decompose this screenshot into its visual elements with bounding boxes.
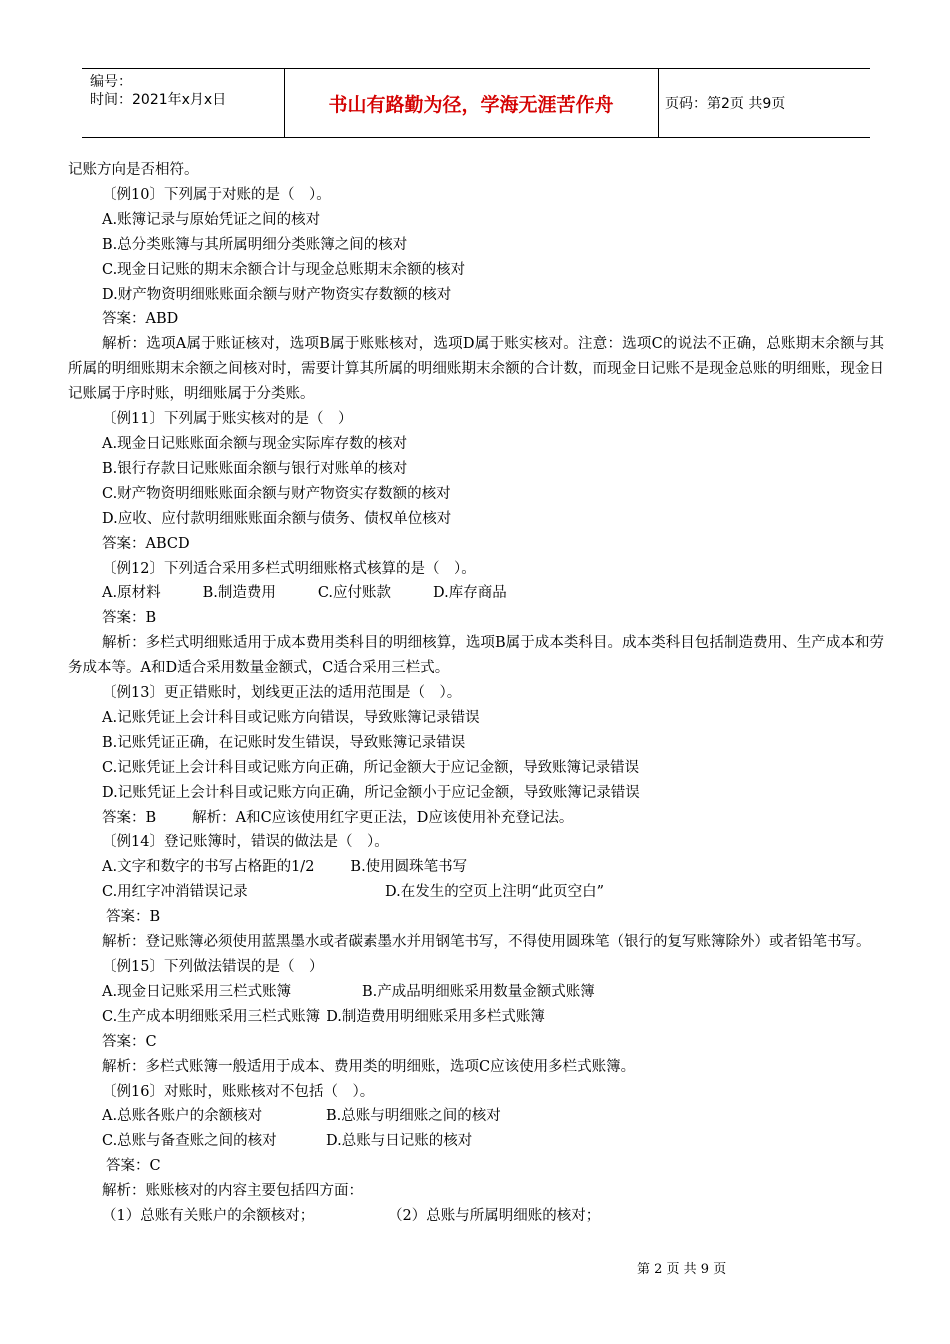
option-line: B.记账凭证正确，在记账时发生错误，导致账簿记录错误 — [102, 734, 466, 751]
explanation-paragraph: 解析：多栏式明细账适用于成本费用类科目的明细核算，选项B属于成本类科目。成本类科目包括制造费用、生产成本和劳务成本等。A和D适合采用数量金额式，C适合采用三栏式。 — [68, 635, 884, 677]
option-c: C.用红字冲消错误记录 — [102, 884, 248, 901]
explanation-paragraph: 解析：登记账簿必须使用蓝黑墨水或者碳素墨水并用钢笔书写，不得使用圆珠笔（银行的复写账簿除外）或者铅笔书写。 — [102, 934, 871, 951]
option-d: D.制造费用明细账采用多栏式账簿 — [326, 1008, 545, 1025]
option-a: A.文字和数字的书写占格距的1/2 — [102, 859, 315, 876]
answer-text: 答案：B — [102, 809, 157, 826]
header-motto: 书山有路勤为径，学海无涯苦作舟 — [284, 69, 659, 137]
answer-explanation-line — [68, 806, 884, 831]
page-header — [82, 68, 870, 138]
option-row — [68, 581, 884, 606]
question-13: 〔例13〕更正错账时，划线更正法的适用范围是（ ）。 — [102, 685, 462, 702]
list-row — [68, 1204, 884, 1229]
explanation-text: 解析：A和C应该使用红字更正法，D应该使用补充登记法。 — [192, 809, 574, 826]
option-row — [68, 1129, 884, 1154]
explanation-line: 解析：账账核对的内容主要包括四方面： — [102, 1183, 363, 1200]
answer-line: 答案：C — [102, 1033, 157, 1050]
option-line: B.总分类账簿与其所属明细分类账簿之间的核对 — [102, 236, 408, 253]
header-info-cell — [82, 69, 285, 137]
option-line: D.记账凭证上会计科目或记账方向正确，所记金额小于应记金额，导致账簿记录错误 — [102, 784, 640, 801]
option-b: B.使用圆珠笔书写 — [350, 859, 468, 876]
question-11: 〔例11〕下列属于账实核对的是（ ） — [102, 411, 353, 428]
option-b: B.产成品明细账采用数量金额式账簿 — [362, 983, 595, 1000]
option-line: D.财产物资明细账账面余额与财产物资实存数额的核对 — [102, 286, 452, 303]
option-a: A.现金日记账采用三栏式账簿 — [102, 983, 292, 1000]
document-number-label: 编号： — [90, 74, 132, 90]
option-row — [68, 980, 884, 1005]
answer-line: 答案：ABCD — [102, 535, 190, 552]
explanation-paragraph: 解析：选项A属于账证核对，选项B属于账账核对，选项D属于账实核对。注意：选项C的说法不正确，总账期末余额与其所属的明细账期末余额之间核对时，需要计算其所属的明细账期末余额的合计数，而现金日记账不是现金总账的明细账，现金日记账属于序时账，明细账属于分类账。 — [68, 336, 884, 403]
question-12: 〔例12〕下列适合采用多栏式明细账格式核算的是（ ）。 — [102, 560, 476, 577]
option-c: C.生产成本明细账采用三栏式账簿 — [102, 1008, 321, 1025]
explanation-line: 解析：多栏式账簿一般适用于成本、费用类的明细账，选项C应该使用多栏式账簿。 — [102, 1058, 636, 1075]
option-line: C.财产物资明细账账面余额与财产物资实存数额的核对 — [102, 485, 451, 502]
option-d: D.在发生的空页上注明“此页空白” — [385, 884, 605, 901]
header-page-label: 页码：第2页 共9页 — [665, 96, 786, 112]
option-row — [68, 880, 884, 905]
option-line: B.银行存款日记账账面余额与银行对账单的核对 — [102, 460, 408, 477]
page-footer: 第 2 页 共 9 页 — [637, 1262, 727, 1277]
option-a: A.原材料 — [102, 585, 161, 602]
option-d: D.总账与日记账的核对 — [326, 1133, 473, 1150]
question-15: 〔例15〕下列做法错误的是（ ） — [102, 959, 324, 975]
question-16: 〔例16〕对账时，账账核对不包括（ ）。 — [102, 1083, 375, 1100]
option-row — [68, 855, 884, 880]
question-14: 〔例14〕登记账簿时，错误的做法是（ ）。 — [102, 834, 389, 851]
answer-line: 答案：C — [106, 1158, 161, 1175]
option-line: A.账簿记录与原始凭证之间的核对 — [102, 211, 321, 228]
document-body — [68, 158, 884, 1229]
option-d: D.库存商品 — [433, 585, 507, 602]
option-a: A.总账各账户的余额核对 — [102, 1108, 263, 1125]
option-line: C.现金日记账的期末余额合计与现金总账期末余额的核对 — [102, 261, 466, 278]
option-line: D.应收、应付款明细账账面余额与债务、债权单位核对 — [102, 510, 452, 527]
option-line: C.记账凭证上会计科目或记账方向正确，所记金额大于应记金额，导致账簿记录错误 — [102, 759, 640, 776]
option-c: C.应付账款 — [317, 585, 392, 602]
question-10: 〔例10〕下列属于对账的是（ ）。 — [102, 186, 331, 203]
list-item-2: （2）总账与所属明细账的核对； — [388, 1208, 601, 1225]
option-row — [68, 1104, 884, 1129]
option-b: B.制造费用 — [202, 585, 276, 602]
option-b: B.总账与明细账之间的核对 — [326, 1108, 501, 1125]
document-date-label: 时间：2021年x月x日 — [90, 92, 227, 108]
option-c: C.总账与备查账之间的核对 — [102, 1133, 277, 1150]
answer-line: 答案：B — [102, 610, 157, 627]
answer-line: 答案：ABD — [102, 311, 179, 328]
option-line: A.记账凭证上会计科目或记账方向错误，导致账簿记录错误 — [102, 709, 480, 726]
option-row — [68, 1005, 884, 1030]
option-line: A.现金日记账账面余额与现金实际库存数的核对 — [102, 435, 408, 452]
text-line: 记账方向是否相符。 — [68, 162, 199, 178]
answer-line: 答案：B — [106, 909, 161, 926]
list-item-1: （1）总账有关账户的余额核对； — [102, 1208, 315, 1225]
